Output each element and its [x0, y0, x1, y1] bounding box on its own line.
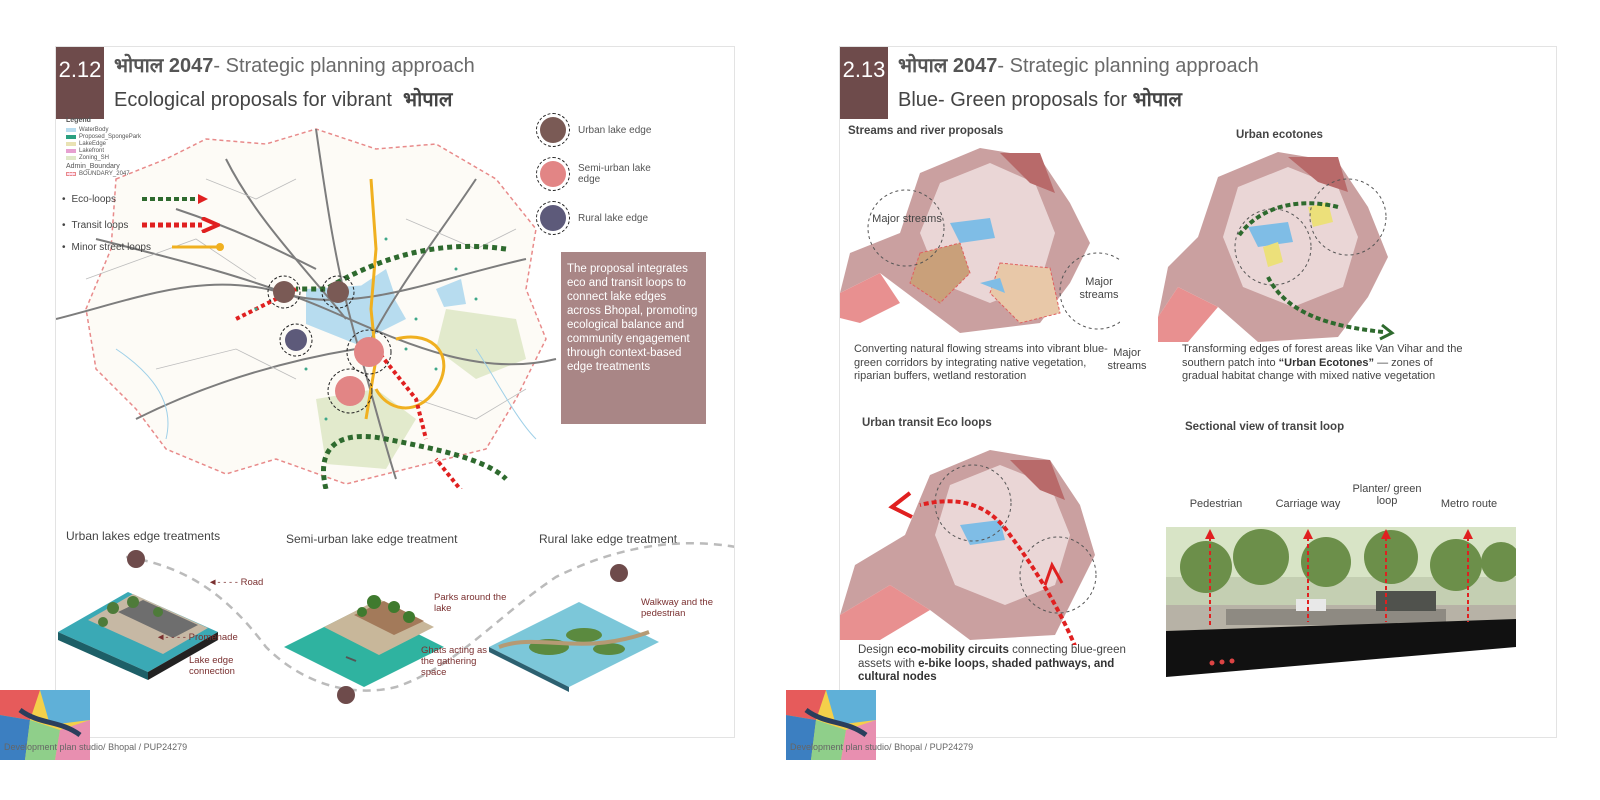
- legend-label: Zoning_SH: [79, 154, 110, 161]
- lake-edge-label: Urban lake edge: [578, 124, 652, 136]
- major-streams-label: Major streams: [1107, 347, 1147, 372]
- transit-text: [858, 644, 1158, 685]
- callout-label: Road: [240, 577, 264, 588]
- section-label-metro: Metro route: [1440, 498, 1498, 510]
- minor-loop-line-icon: [170, 241, 226, 253]
- title-hindi: भोपाल: [898, 55, 948, 77]
- lake-edge-label: Semi-urban lake edge: [578, 163, 651, 185]
- callout-promenade: ◄- - - - Promenade: [156, 632, 238, 643]
- legend-admin-label: Admin_Boundary: [66, 163, 120, 170]
- section-label-semi-urban: Semi-urban lake edge treatment: [286, 532, 458, 546]
- loop-label: Minor street loops: [71, 241, 151, 253]
- major-streams-label: Major streams: [1079, 276, 1119, 301]
- title-year: 2047: [168, 55, 214, 77]
- loop-legend-transit: • Transit loops: [62, 217, 220, 233]
- ecotones-text-bold: “Urban Ecotones”: [1278, 356, 1374, 369]
- ecotones-text-part: Transforming edges of forest areas like Van Vihar and the southern patch into: [1182, 343, 1463, 369]
- map-legend: [66, 117, 166, 177]
- legend-label: BOUNDARY_2047: [79, 170, 130, 177]
- ecotones-heading: Urban ecotones: [1236, 129, 1323, 141]
- legend-row: [66, 140, 166, 147]
- callout-parks: [434, 592, 514, 614]
- loop-label: Eco-loops: [71, 193, 116, 205]
- transit-section-photo: [1166, 527, 1516, 677]
- legend-label: Proposed_SpongePark: [79, 133, 142, 140]
- slide-number: 2.13: [840, 47, 888, 119]
- callout-label: Parks around the lake: [434, 592, 507, 614]
- legend-title: Legend: [66, 117, 91, 124]
- semi-urban-lake-edge-model: [284, 577, 444, 687]
- semi-urban-lake-icon: [536, 157, 570, 191]
- section-label-urban: Urban lakes edge treatments: [66, 529, 221, 543]
- legend-urban-lake: [536, 113, 726, 147]
- urban-lake-icon: [536, 113, 570, 147]
- callout-walkway: [641, 597, 716, 619]
- loop-legend-minor: • Minor street loops: [62, 241, 226, 253]
- transit-text-bold: e-bike loops, shaded pathways, and cultural nodes: [858, 657, 1115, 683]
- legend-row: [66, 126, 166, 133]
- callout-lake-edge: [141, 655, 256, 677]
- major-streams-label: Major streams: [872, 213, 942, 225]
- legend-semi-urban-lake: [536, 157, 726, 191]
- loop-label: Transit loops: [71, 219, 129, 231]
- slide-title: [114, 51, 475, 78]
- section-label-carriage-way: Carriage way: [1275, 498, 1341, 510]
- transit-loops-map: [840, 445, 1110, 645]
- footer-right: Development plan studio/ Bhopal / PUP24279: [790, 742, 974, 752]
- ecotones-text: [1182, 343, 1472, 384]
- section-label-planter: Planter/ green loop: [1352, 483, 1422, 507]
- eco-loop-arrow-icon: [140, 193, 210, 205]
- slide-subtitle: [898, 85, 1182, 112]
- callout-label: Ghats acting as the gathering space: [421, 645, 488, 678]
- callout-label: Promenade: [188, 632, 238, 643]
- loop-legend-eco: • Eco-loops: [62, 193, 210, 205]
- legend-rural-lake: [536, 201, 726, 235]
- legend-label: LakeEdge: [79, 140, 107, 147]
- subtitle-hindi: भोपाल: [1132, 89, 1182, 111]
- transit-loop-arrow-icon: [140, 217, 220, 233]
- section-heading: Sectional view of transit loop: [1185, 421, 1345, 433]
- subtitle-text: Blue- Green proposals for: [898, 89, 1128, 111]
- proposal-info-box: The proposal integrates eco and transit loops to connect lake edges across Bhopal, promoting ecological balance and community engagement through context-based edge treatments: [561, 252, 706, 424]
- slide-subtitle: [114, 85, 452, 112]
- rural-lake-edge-model: [489, 587, 659, 692]
- slide-number: 2.12: [56, 47, 104, 119]
- subtitle-text: Ecological proposals for vibrant: [114, 89, 392, 111]
- transit-text-part: connecting blue-green assets with: [858, 644, 1126, 670]
- section-label-rural: Rural lake edge treatment: [539, 532, 678, 546]
- streams-map: [840, 143, 1120, 343]
- streams-text: Converting natural flowing streams into vibrant blue-green corridors by integrating native vegetation, riparian buffers, wetland restoration: [854, 343, 1108, 382]
- title-rest: - Strategic planning approach: [213, 55, 475, 77]
- legend-row: [66, 133, 166, 140]
- lake-edge-label: Rural lake edge: [578, 212, 649, 224]
- legend-row: [66, 147, 166, 154]
- legend-label: Lakefront: [79, 147, 105, 154]
- title-hindi: भोपाल: [114, 55, 164, 77]
- transit-text-bold: eco-mobility circuits: [897, 644, 1009, 656]
- transit-heading: Urban transit Eco loops: [862, 417, 992, 429]
- rural-lake-icon: [536, 201, 570, 235]
- title-year: 2047: [952, 55, 998, 77]
- streams-heading: Streams and river proposals: [848, 125, 1004, 137]
- slide-title: [898, 51, 1259, 78]
- legend-row: [66, 154, 166, 161]
- subtitle-hindi: भोपाल: [403, 89, 453, 111]
- footer-left: Development plan studio/ Bhopal / PUP24279: [4, 742, 188, 752]
- section-label-pedestrian: Pedestrian: [1189, 498, 1243, 510]
- callout-label: Lake edge connection: [189, 655, 235, 677]
- ecotones-map: [1158, 147, 1398, 347]
- callout-road: ◄- - - - Road: [208, 577, 264, 588]
- callout-label: Walkway and the pedestrian: [641, 597, 713, 619]
- ecotones-text-part: — zones of gradual habitat change with mixed native vegetation: [1182, 356, 1436, 382]
- callout-ghats: [421, 645, 501, 678]
- title-rest: - Strategic planning approach: [997, 55, 1259, 77]
- slide-2-12: [55, 46, 735, 738]
- legend-row: [66, 170, 166, 177]
- legend-label: WaterBody: [79, 126, 109, 133]
- slide-2-13: [839, 46, 1557, 738]
- transit-text-part: Design: [858, 644, 894, 656]
